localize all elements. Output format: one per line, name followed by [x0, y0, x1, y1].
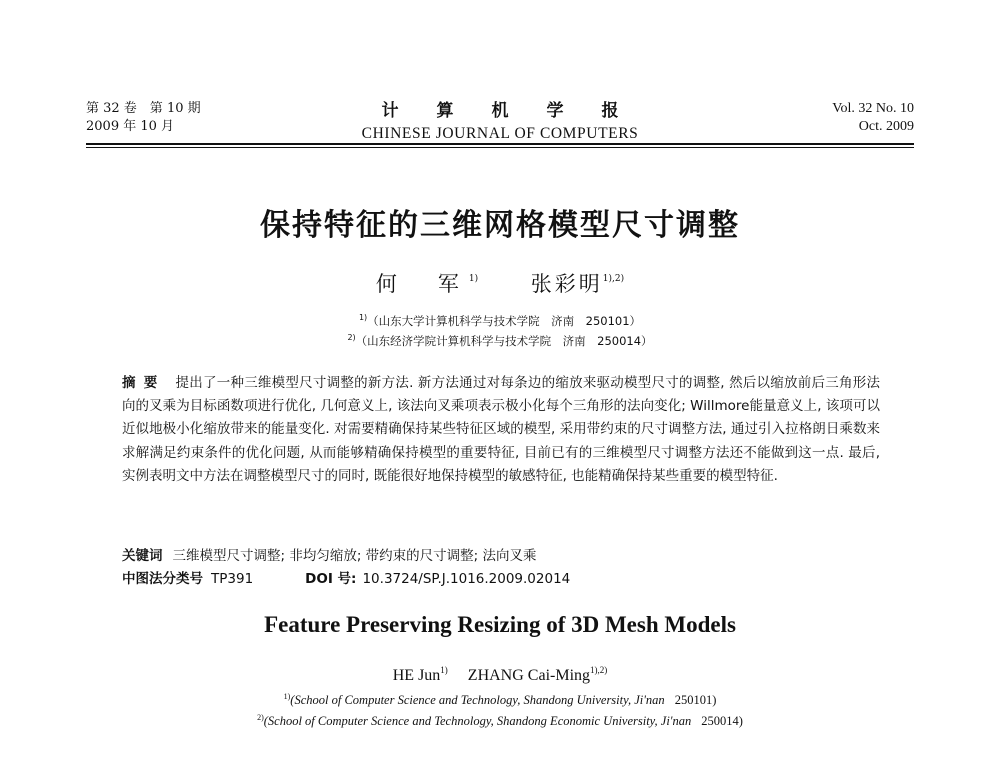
- header-rule-thin: [86, 147, 914, 148]
- affiliation-cn-2: [0, 333, 1000, 349]
- affiliation-cn-1: [0, 313, 1000, 329]
- abstract-label: 摘要: [122, 375, 166, 391]
- date-cn: 2009 年 10 月: [86, 119, 175, 134]
- keywords-label: 关键词: [122, 548, 163, 564]
- postal-code: 250101): [674, 693, 717, 707]
- keywords-text: 三维模型尺寸调整; 非均匀缩放; 带约束的尺寸调整; 法向叉乘: [172, 548, 537, 564]
- affiliation-text: （山东大学计算机科学与技术学院 济南 250101）: [367, 314, 642, 328]
- header-rule-thick: [86, 143, 914, 145]
- affiliation-sup: 2): [257, 713, 264, 722]
- affiliation-text: (School of Computer Science and Technology, Shandong University, Ji'nan: [290, 693, 665, 707]
- postal-code: 250014): [701, 714, 743, 728]
- author-name: 何 军: [375, 272, 469, 296]
- abstract: [122, 372, 880, 488]
- volume-number-en: Vol. 32 No. 10: [832, 101, 914, 116]
- affiliation-sup: 1): [283, 692, 291, 701]
- abstract-text: 提出了一种三维模型尺寸调整的新方法. 新方法通过对每条边的缩放来驱动模型尺寸的调整, 然后以缩放前后三角形法向的叉乘为目标函数项进行优化, 几何意义上, 该法向叉乘项表示极小化每个三角形的法向变化; Willmore能量意义上, 该项可以近似地极小化缩放带来的能量变化. 对需要精确保持某些特征区域的模型, 采用带约束的尺寸调整方法, 通过引入拉格朗日乘数来求解满足约束条件的优化问题, 从而能够精确保持模型的重要特征, 目前已有的三维模型尺寸调整方法还不能做到这一点. 最后, 实例表明文中方法在调整模型尺寸的同时, 既能很好地保持模型的敏感特征, 也能精确保持某些重要的模型特征.: [122, 375, 880, 484]
- keywords: [122, 544, 880, 564]
- author-sup: 1),2): [602, 274, 625, 284]
- journal-name-cn: 计算机学报: [381, 101, 657, 121]
- author-en-1: [393, 667, 448, 684]
- classification-label: 中图法分类号: [122, 571, 203, 587]
- authors-en: [0, 665, 1000, 685]
- journal-name: [300, 96, 700, 143]
- volume-issue-cn: 第 32 卷 第 10 期: [86, 101, 201, 116]
- affiliation-text: (School of Computer Science and Technology, Shandong Economic University, Ji'nan: [263, 714, 692, 728]
- doi-label: DOI 号:: [305, 571, 357, 587]
- paper-title-en: Feature Preserving Resizing of 3D Mesh Models: [264, 612, 736, 637]
- authors-cn: [0, 268, 1000, 298]
- author-sup: 1),2): [590, 665, 608, 675]
- doi-value: 10.3724/SP.J.1016.2009.02014: [362, 571, 571, 587]
- classification-value: TP391: [211, 571, 254, 587]
- author-en-2: [468, 667, 607, 684]
- author-name: HE Jun: [392, 667, 441, 684]
- affiliation-en-2: [0, 713, 1000, 729]
- author-sup: 1): [468, 274, 479, 284]
- author-sup: 1): [440, 665, 448, 675]
- author-cn-2: [531, 272, 624, 296]
- header-right: [832, 100, 914, 136]
- header-left: [86, 100, 201, 136]
- affiliation-sup: 1): [358, 313, 368, 322]
- classification: [122, 567, 880, 587]
- date-en: Oct. 2009: [858, 119, 914, 134]
- journal-name-en: CHINESE JOURNAL OF COMPUTERS: [361, 125, 639, 142]
- paper-title-cn: 保持特征的三维网格模型尺寸调整: [260, 208, 740, 243]
- affiliation-en-1: [0, 692, 1000, 708]
- author-name: 张彩明: [530, 272, 603, 296]
- author-cn-1: [376, 272, 478, 296]
- author-name: ZHANG Cai-Ming: [467, 667, 591, 684]
- affiliation-text: （山东经济学院计算机科学与技术学院 济南 250014）: [355, 334, 653, 348]
- affiliation-sup: 2): [347, 333, 356, 342]
